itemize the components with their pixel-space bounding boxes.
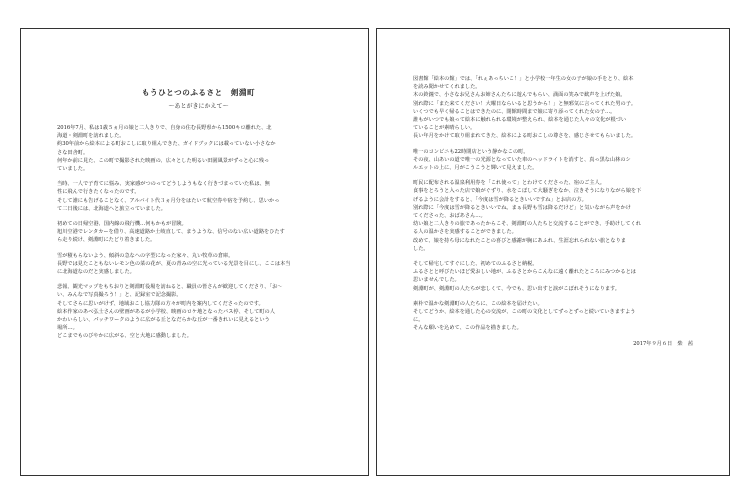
- paragraph: [57, 124, 340, 173]
- paragraph: [413, 300, 701, 333]
- text-line: 絵本作家のあべ弘士さんの壁画があるが小学校、映画のロケ地となったバス停、そして町の人: [57, 308, 275, 315]
- text-line: 悲報、観光マップをもちおりと剣淵町役場を訪ねると、職員の皆さんが歓迎してくださり、「お〜: [57, 284, 283, 291]
- left-page-content: [57, 29, 340, 348]
- text-line: 2016年7月、私は1歳５ヵ月の娘と二人きりで、自身の住む長野県から1500キロ離れた、北: [57, 125, 272, 131]
- text-line: 別れ際に「また来てください！大曜日ならいると思うから！」と無邪気に言ってくれた男の子。: [413, 100, 637, 107]
- right-page-content: [413, 75, 701, 348]
- right-page: [376, 28, 730, 476]
- paragraph: [413, 179, 701, 253]
- date-signature: 2017年９月６日 柴 茜: [633, 340, 693, 347]
- text-line: 別れ際に「今度は雪が降るときいいでね。まぁ長野も雪は降るだけど」と気いながら声をかけ: [413, 204, 631, 211]
- text-line: 幼い娘と二人きりの旅であったからこそ、剣淵町の人たちと交流することができ、手助けしてくれ: [413, 221, 641, 228]
- text-line: 剣淵町が、剣淵町の人たちが恋しくて、今でも、思い出すと涙がこぼれそうになります。: [413, 285, 620, 292]
- text-line: 海道・剣淵町を訪れました。: [57, 133, 125, 140]
- left-page: [20, 28, 369, 476]
- text-line: ていることが素晴らしい。: [413, 125, 476, 132]
- text-line: て二日後には、北海道へと旅立っていました。: [57, 205, 166, 212]
- text-line: 長野では見たこともないレモン色の菜の花が、夏の青みの空に光っている光景を目にし、ここは本当: [57, 260, 291, 267]
- text-line: を読み聞かせてくれました。: [413, 84, 481, 91]
- text-line: げるように会計をすると、「今度は雪が降るときいいですね」とお店の方。: [413, 196, 587, 203]
- text-line: かわいらしい、パッチワークのように広がる丘となだらかな丘が一番きれいに見えるという: [57, 317, 270, 324]
- text-line: ルエットの上に、月がこうこうと輝いて見えました。: [413, 165, 538, 172]
- text-line: 長い年月をかけて取り組まれてきた、絵本による町おこしの尊さを、感じさせてもらいました。: [413, 133, 637, 140]
- title-block: [57, 87, 340, 110]
- paragraph: [57, 283, 340, 340]
- text-line: 初めての日帰空港、国内線の飛行機…何もかもが冒険。: [57, 221, 187, 228]
- text-line: てくださった、おばあさん…。: [413, 213, 486, 220]
- text-line: そして誰にも告げることなく、アルバイト代３ヵ月分をはたいて航空券や宿を予約し、思いかっ: [57, 197, 280, 204]
- paragraph: [57, 180, 340, 213]
- text-line: そしてさらに思いがけず、地域おこし協力隊の方々が町内を案内してくださったのです。: [57, 300, 264, 307]
- text-line: 思いませんでした。: [413, 277, 460, 284]
- text-line: い、みんなで写真撮ろう！」と、記録室で記念撮影。: [57, 292, 182, 299]
- text-line: 改めて、娘を持ち母になれたことの喜びと感謝が胸にあふれ、生涯忘れられない旅となりま: [413, 237, 626, 244]
- text-line: 当時、一人で子育てに悩み、実家感がつのってどうしようもなく行きづまっていた私は、無: [57, 181, 270, 188]
- text-line: ていました。: [57, 166, 89, 173]
- page-subtitle: 〜あとがきにかえて〜: [168, 103, 229, 110]
- text-line: さな田舎町。: [57, 149, 89, 156]
- text-line: 木の鈴鐘で、小さなお兄さんお姉さんたちに遊んでもらい、満面の笑みで歓声を上げた娘。: [413, 92, 626, 99]
- text-line: そんな願いを込めて、この作品を描きました。: [413, 325, 522, 332]
- text-line: 唯一のコンビニも22時閉店という静かなこの町。: [413, 148, 529, 155]
- text-line: 旭川空港でレンタカーを借り、高速道路か土岐直して、まうような、信号のない広い道路をひたす: [57, 229, 285, 236]
- paragraph: [413, 75, 701, 141]
- text-line: 雪が積もらないよう、傾斜の急なへの字型になった家々、丸い牧草の倉庫。: [57, 252, 234, 259]
- text-line: 性に飛んで行きたくなったのです。: [57, 189, 140, 196]
- text-line: その夜、山あいの道で唯一の光源となっていた車のヘッドライトを消すと、真っ黒な山林のシ: [413, 156, 631, 163]
- paragraph: [413, 260, 701, 293]
- paragraph: [57, 252, 340, 277]
- text-line: に北海道なのだと実感しました。: [57, 269, 135, 276]
- text-line: 素朴で温かな剣淵町の人たちに、この絵本を届けたい。: [413, 300, 543, 307]
- text-line: 図書館「絵本の館」では、「れぇあっちいこ！」と小学校一年生の女の子が娘の手をとり、絵本: [413, 76, 634, 82]
- text-line: どこまでものびやかに広がる、空と大地に感動しました。: [57, 333, 192, 340]
- text-line: ふるさとと呼びたいほど愛おしい地が、ふるさとからこんなに遠く離れたところにみつかるとは: [413, 269, 636, 276]
- text-line: そしてどうか、絵本を通した心の交流が、この町の文化としてずっとずっと続いていきますよう: [413, 309, 636, 316]
- left-body: [57, 124, 340, 341]
- text-line: 約30年前から絵本による町おこしに取り組んできた、ガイドブックには載っていない小さなか: [57, 141, 276, 148]
- text-line: る人の温かさを実感することができました。: [413, 229, 517, 236]
- right-body: [413, 75, 701, 333]
- text-line: 食事をとろうと入った店で娘がぐずり、水をこぼして大騒ぎをなか、泣きそうになりながら娘を下: [413, 188, 642, 195]
- text-line: 場所…。: [57, 325, 78, 332]
- text-line: いくつでも早く帰ることはできたのに、閉館時間まで娘に寄り添ってくれた女の子…。: [413, 108, 616, 115]
- page-title: もうひとつのふるさと 剣淵町: [141, 88, 256, 97]
- paragraph: [413, 148, 701, 173]
- text-line: 誰もがいつでも娘って絵本に触れられる環境が整えられ、絵本を通じた人々の文化が根づい: [413, 117, 627, 124]
- text-line: 町民に配布される温泉利用券を「これ使って」とわけてくださった、宿のご主人。: [413, 180, 605, 187]
- text-line: そして帰宅してすぐにした、初めてのふるさと納税。: [413, 261, 538, 268]
- text-line: ら走り続け、剣淵町にたどり着きました。: [57, 237, 156, 244]
- text-line: した。: [413, 245, 429, 252]
- text-line: に。: [413, 317, 424, 324]
- text-line: 何年か前に見た、この町で撮影された映画の、広々とした明るい田園風景がずっと心に残っ: [57, 157, 270, 164]
- paragraph: [57, 220, 340, 245]
